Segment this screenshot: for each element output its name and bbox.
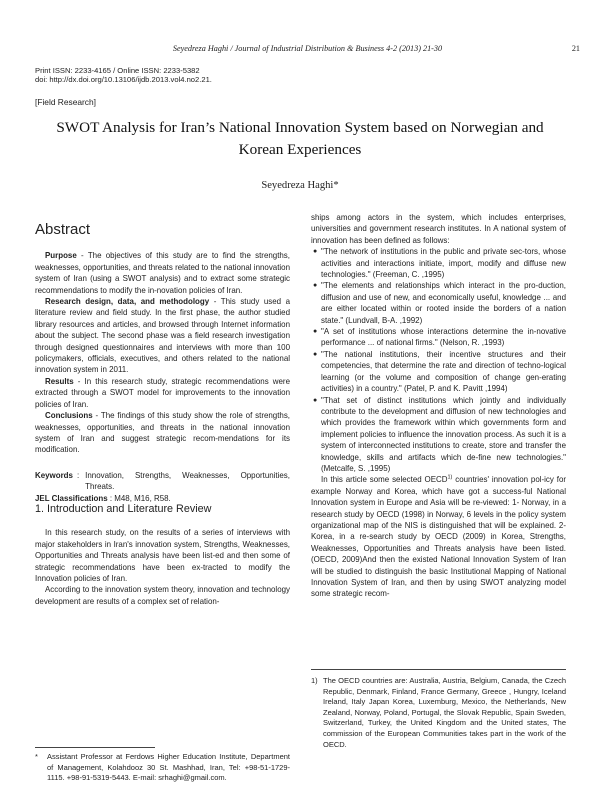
page-number: 21 [571,44,580,53]
field-label: [Field Research] [35,97,96,107]
intro-paragraph-2: According to the innovation system theory, innovation and technology development are results of a complex set of relation- [35,585,290,606]
issn-line: Print ISSN: 2233-4165 / Online ISSN: 2233-5382 [35,66,200,75]
design-text: - This study used a literature review and field study. In the first phase, the author studied library resources and articles, and browsed through Internet information about the subject. The second phase was a field research investigation through designed questionnaires and interviews with more than 100 policymakers, officials, executives, and others related to the national innovation system in 2011. [35,297,291,375]
definition-bullet [311,246,566,280]
bullet-text: "The national institutions, their incentive structures and their competencies, that determine the rate and direction of techno-logical learning (or the volume and composition of change gen-erating activities) in a country." (Patel, P. and K. Pavitt ,1994) [321,349,566,394]
purpose-text: - The objectives of this study are to find the strengths, weaknesses, opportunities, and threats related to the national innovation system of Iran (using a SWOT analysis) and to extract some strategic recommendations to modify the in-novation policies of Iran. [35,251,290,295]
bullet-text: "The elements and relationships which interact in the pro-duction, diffusion and use of new, and economically useful, knowledge ... and are either located within or rooted inside the borders of a nation state." (Lundvall, B-A. ,1992) [321,281,566,325]
bullet-icon: ● [313,328,318,336]
paper-title: SWOT Analysis for Iran’s National Innovation System based on Norwegian and Korean Experiences [56,119,544,158]
author-footnote-mark: * [35,752,38,761]
abstract-conclusions [35,410,290,456]
footnote-rule-left [35,747,155,748]
keywords-label: Keywords [35,470,73,480]
definition-bullet [311,349,566,395]
abstract-design [35,296,290,376]
intro-paragraph-1: In this research study, on the results of a series of interviews with major stakeholders in Iran's innovation system, Strengths, Weaknesses, Opportunities and Threats analysis have been list-ed and then some of strategic recommendations have been ex-tracted to modify the Innovation policies of Iran. [35,528,290,583]
left-column [35,221,291,607]
author-footnote [35,752,290,784]
bullet-icon: ● [313,396,318,404]
footnote-rule-right [311,669,566,670]
bullet-text: "That set of distinct institutions which jointly and individually contribute to the development and diffusion of new technologies and which provides the framework within which governments form and implement policies to influence the innovation process. As such it is a system of interconnected institutions to create, store and transfer the knowledge, skills and artifacts which de-fine new technologies." (Metcalfe, S. ,1995) [321,395,566,473]
running-header-text: Seyedreza Haghi / Journal of Industrial Distribution & Business 4-2 (2013) 21-30 [172,44,443,53]
jel-text: : M48, M16, R58. [107,493,171,503]
keywords-separator: : [76,470,80,480]
oecd-footnote [311,676,566,750]
bullet-icon: ● [313,248,318,256]
bullet-text: "A set of institutions whose interactions determine the in-novative performance ... of national firms." (Nelson, R. ,1993) [321,327,566,348]
right-paragraph-continued: ships among actors in the system, which includes enterprises, universities and government research institutes. In A national system of innovation has been defined as follows: [311,213,566,245]
doi-line: doi: http://dx.doi.org/10.13106/ijdb.2013.vol4.no2.21. [35,75,212,84]
conclusions-text: - The findings of this study show the role of strengths, weaknesses, opportunities, and threats in the national innovation system of Iran and suggest strategic recom-mendations for its modification. [35,411,290,455]
right-column [311,212,566,600]
bullet-icon: ● [313,282,318,290]
section-heading-introduction: 1. Introduction and Literature Review [35,502,212,515]
results-label: Results [45,376,74,386]
keywords-text: Innovation, Strengths, Weaknesses, Opportunities, Threats. [85,470,290,492]
oecd-paragraph [311,474,566,599]
footnote-reference: 1) [447,474,453,481]
author-name: Seyedreza Haghi* [261,180,339,191]
abstract-heading: Abstract [35,221,91,238]
results-text: - In this research study, strategic recommendations were extracted through a SWOT model for improvements to the innovation policies of Iran. [35,376,290,409]
oecd-paragraph-start: In this article some selected OECD [321,475,448,485]
definition-bullet [311,280,566,326]
abstract-results [35,376,290,410]
oecd-paragraph-rest: countries' innovation pol-icy for example Norway and Korea, which have got a success-ful National Innovation system in Europe and Asia will be re-viewed: 1- Norway, in a research study by OECD (1998) in Norway, 6 levels in the policy system organizational map of the NIS is distinguished that will be explained. 2-Korea, in a re-search study by OECD (2009) in Korea, Strengths, Weaknesses, Opportunities and Threats analysis have been listed. (OECD, 2009)And then the existed National Innovation System of Iran will be studied to distinguish the basic Institutional Mapping of National Innovation System of Iran, and then by using SWOT analyzing model some strategic recom- [311,475,566,599]
jel-label: JEL Classifications [35,493,108,503]
oecd-footnote-text: The OECD countries are: Australia, Austria, Belgium, Canada, the Czech Republic, Denmark, Finland, France Germany, Greece , Hungry, Iceland Ireland, Italy Japan Korea, Luxemburg, Mexico, the Netherlands, New Zealand, Norway, Poland, Portugal, the Slovak Republic, Spain Sweden, Switzerland, Turkey, the United Kingdom and the United states, The commission of the European Communities takes part in the work of the OECD. [323,676,566,749]
author-footnote-text: Assistant Professor at Ferdows Higher Education Institute, Department of Management, Kolahdooz 30 St. Mashhad, Iran, Tel: +98-51-1729-1115. +98-91-5319-5443. E-mail: srhaghi@gmail.com. [47,752,290,783]
bullet-text: "The network of institutions in the public and private sec-tors, whose activities and interactions initiate, import, modify and diffuse new technologies." (Freeman, C. ,1995) [321,247,566,280]
bullet-icon: ● [313,350,318,358]
issn-block [35,66,212,84]
keywords [35,470,290,493]
abstract-purpose [35,250,290,296]
conclusions-label: Conclusions [45,411,93,421]
definition-bullet [311,326,566,349]
purpose-label: Purpose [45,251,77,261]
oecd-footnote-mark: 1) [311,676,318,685]
definition-bullet [311,395,566,475]
design-label: Research design, data, and methodology [45,297,210,307]
